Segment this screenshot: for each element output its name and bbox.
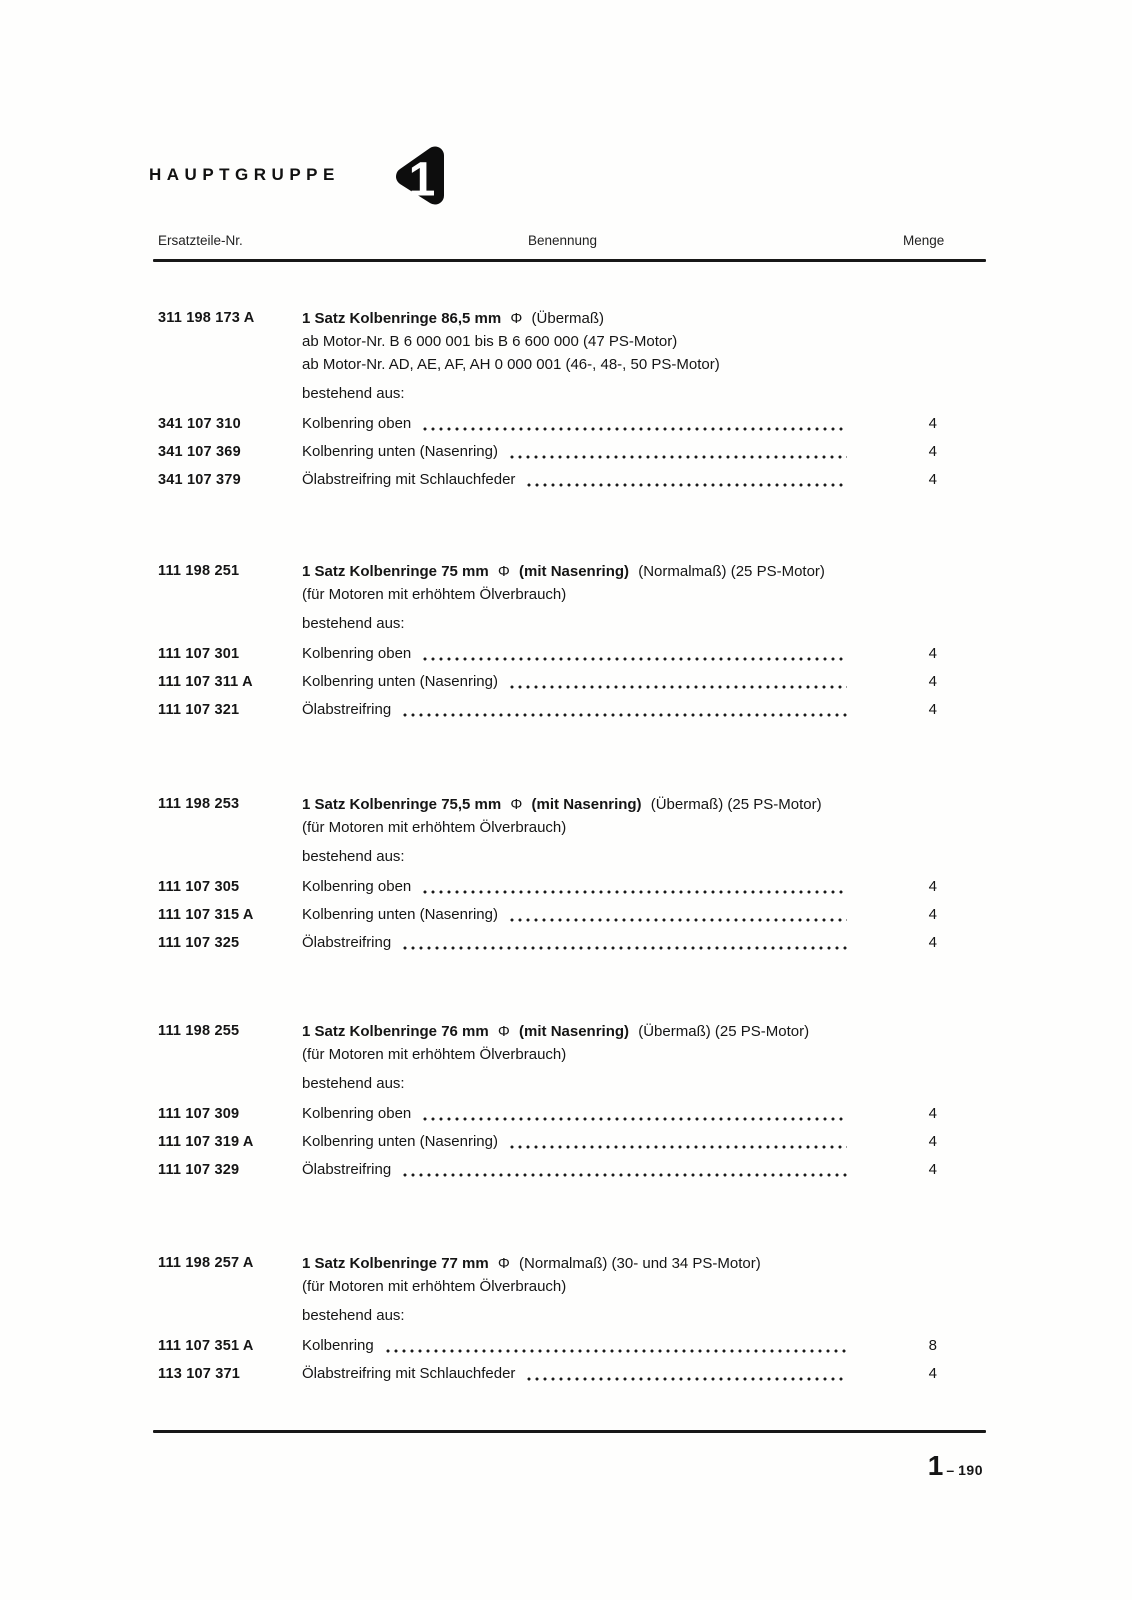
group-subtitle: (für Motoren mit erhöhtem Ölverbrauch) — [302, 586, 567, 603]
composed-of-label: bestehend aus: — [302, 615, 405, 632]
part-number: 111 107 305 — [158, 879, 240, 895]
part-quantity: 4 — [928, 1161, 937, 1178]
group-title-note: (Übermaß) (25 PS-Motor) — [650, 796, 822, 813]
page-number-group: 1 — [927, 1450, 944, 1481]
part-number: 111 107 329 — [158, 1162, 240, 1178]
group-items — [158, 1100, 937, 1184]
composed-of-label: bestehend aus: — [302, 385, 405, 402]
group-header-row — [158, 307, 937, 405]
part-name: Kolbenring oben — [302, 415, 412, 432]
part-quantity: 4 — [928, 1365, 937, 1382]
part-row — [158, 410, 937, 438]
part-quantity: 4 — [928, 878, 937, 895]
part-number: 111 107 321 — [158, 702, 240, 718]
part-name: Kolbenring unten (Nasenring) — [302, 443, 498, 460]
group-subtitle: ab Motor-Nr. B 6 000 001 bis B 6 600 000 (47 PS-Motor) — [302, 333, 678, 350]
part-row — [158, 668, 937, 696]
dotted-leader — [508, 685, 847, 689]
part-row — [158, 1332, 937, 1360]
page-title: HAUPTGRUPPE — [149, 165, 340, 184]
diameter-symbol: Φ — [497, 563, 510, 580]
part-quantity: 4 — [928, 906, 937, 923]
part-name: Kolbenring oben — [302, 645, 412, 662]
group-part-number: 111 198 255 — [158, 1023, 240, 1039]
part-number: 111 107 315 A — [158, 907, 254, 923]
part-number: 111 107 309 — [158, 1106, 240, 1122]
group-description — [302, 793, 937, 868]
part-number: 111 107 351 A — [158, 1338, 254, 1354]
group-title — [302, 560, 937, 583]
part-number: 341 107 379 — [158, 472, 241, 488]
part-name: Kolbenring unten (Nasenring) — [302, 906, 498, 923]
part-row — [158, 1156, 937, 1184]
dotted-leader — [525, 1377, 847, 1381]
group-description — [302, 307, 937, 405]
column-header-name: Benennung — [528, 233, 598, 248]
group-title-variant: (mit Nasenring) — [519, 1023, 630, 1040]
parts-group — [158, 793, 937, 957]
part-row — [158, 438, 937, 466]
part-name: Ölabstreifring mit Schlauchfeder — [302, 471, 516, 488]
part-row — [158, 466, 937, 494]
part-quantity: 4 — [928, 701, 937, 718]
group-title-note: (Normalmaß) (30- und 34 PS-Motor) — [519, 1255, 761, 1272]
part-name: Ölabstreifring mit Schlauchfeder — [302, 1365, 516, 1382]
part-name: Ölabstreifring — [302, 701, 392, 718]
dotted-leader — [421, 427, 847, 431]
group-title-main: 1 Satz Kolbenringe 77 mm — [302, 1255, 489, 1272]
group-description — [302, 1020, 937, 1095]
group-description — [302, 560, 937, 635]
part-name: Kolbenring unten (Nasenring) — [302, 1133, 498, 1150]
dotted-leader — [401, 946, 847, 950]
group-title — [302, 307, 937, 330]
part-name: Ölabstreifring — [302, 1161, 392, 1178]
dotted-leader — [525, 483, 847, 487]
composed-of-label: bestehend aus: — [302, 1075, 405, 1092]
group-header-row — [158, 560, 937, 635]
dotted-leader — [508, 918, 847, 922]
part-row — [158, 1100, 937, 1128]
part-number: 111 107 319 A — [158, 1134, 254, 1150]
diameter-symbol: Φ — [510, 796, 523, 813]
parts-group — [158, 307, 937, 494]
part-quantity: 4 — [928, 934, 937, 951]
diameter-symbol: Φ — [510, 310, 523, 327]
group-description — [302, 1252, 937, 1327]
dotted-leader — [421, 657, 847, 661]
group-subtitle: ab Motor-Nr. AD, AE, AF, AH 0 000 001 (46-, 48-, 50 PS-Motor) — [302, 356, 720, 373]
part-quantity: 4 — [928, 1133, 937, 1150]
group-items — [158, 640, 937, 724]
diameter-symbol: Φ — [497, 1023, 510, 1040]
group-title-main: 1 Satz Kolbenringe 75 mm — [302, 563, 489, 580]
part-quantity: 4 — [928, 645, 937, 662]
header-rule — [153, 259, 986, 262]
dotted-leader — [421, 890, 847, 894]
group-header-row — [158, 793, 937, 868]
part-quantity: 4 — [928, 443, 937, 460]
dotted-leader — [508, 455, 847, 459]
dotted-leader — [508, 1145, 847, 1149]
group-title-variant: (mit Nasenring) — [531, 796, 642, 813]
group-part-number: 111 198 251 — [158, 563, 240, 579]
dotted-leader — [421, 1117, 847, 1121]
group-title-note: (Normalmaß) (25 PS-Motor) — [638, 563, 825, 580]
part-quantity: 4 — [928, 471, 937, 488]
part-quantity: 8 — [928, 1337, 937, 1354]
part-row — [158, 873, 937, 901]
composed-of-label: bestehend aus: — [302, 848, 405, 865]
group-title-variant: (mit Nasenring) — [519, 563, 630, 580]
group-title-main: 1 Satz Kolbenringe 86,5 mm — [302, 310, 502, 327]
group-part-number: 111 198 253 — [158, 796, 240, 812]
part-row — [158, 901, 937, 929]
part-row — [158, 929, 937, 957]
part-name: Kolbenring oben — [302, 1105, 412, 1122]
group-items — [158, 1332, 937, 1388]
part-number: 113 107 371 — [158, 1366, 241, 1382]
parts-group — [158, 1252, 937, 1388]
group-title — [302, 793, 937, 816]
group-items — [158, 873, 937, 957]
footer-rule — [153, 1430, 986, 1433]
page-number — [928, 1450, 983, 1482]
part-number: 341 107 369 — [158, 444, 241, 460]
group-title-note: (Übermaß) (25 PS-Motor) — [638, 1023, 810, 1040]
dotted-leader — [401, 713, 847, 717]
dotted-leader — [384, 1349, 847, 1353]
page-number-value: 190 — [958, 1462, 983, 1478]
group-title-note: (Übermaß) — [531, 310, 605, 327]
part-name: Ölabstreifring — [302, 934, 392, 951]
group-items — [158, 410, 937, 494]
part-name: Kolbenring — [302, 1337, 374, 1354]
dotted-leader — [401, 1173, 847, 1177]
part-name: Kolbenring oben — [302, 878, 412, 895]
part-number: 341 107 310 — [158, 416, 241, 432]
group-1-badge-icon — [391, 139, 449, 213]
part-name: Kolbenring unten (Nasenring) — [302, 673, 498, 690]
page-number-separator: – — [946, 1462, 955, 1478]
part-row — [158, 1360, 937, 1388]
part-number: 111 107 301 — [158, 646, 240, 662]
part-quantity: 4 — [928, 673, 937, 690]
part-row — [158, 1128, 937, 1156]
part-number: 111 107 325 — [158, 935, 240, 951]
column-header-part-number: Ersatzteile-Nr. — [158, 233, 243, 248]
badge-number: 1 — [408, 153, 436, 207]
diameter-symbol: Φ — [497, 1255, 510, 1272]
group-header-row — [158, 1252, 937, 1327]
group-title — [302, 1020, 937, 1043]
part-row — [158, 640, 937, 668]
group-title — [302, 1252, 937, 1275]
group-header-row — [158, 1020, 937, 1095]
part-quantity: 4 — [928, 415, 937, 432]
part-quantity: 4 — [928, 1105, 937, 1122]
part-row — [158, 696, 937, 724]
group-title-main: 1 Satz Kolbenringe 76 mm — [302, 1023, 489, 1040]
column-header-quantity: Menge — [903, 233, 945, 248]
group-subtitle: (für Motoren mit erhöhtem Ölverbrauch) — [302, 1278, 567, 1295]
group-subtitle: (für Motoren mit erhöhtem Ölverbrauch) — [302, 819, 567, 836]
parts-group — [158, 560, 937, 724]
parts-group — [158, 1020, 937, 1184]
part-number: 111 107 311 A — [158, 674, 253, 690]
group-subtitle: (für Motoren mit erhöhtem Ölverbrauch) — [302, 1046, 567, 1063]
group-part-number: 111 198 257 A — [158, 1255, 254, 1271]
group-title-main: 1 Satz Kolbenringe 75,5 mm — [302, 796, 502, 813]
group-part-number: 311 198 173 A — [158, 310, 255, 326]
composed-of-label: bestehend aus: — [302, 1307, 405, 1324]
